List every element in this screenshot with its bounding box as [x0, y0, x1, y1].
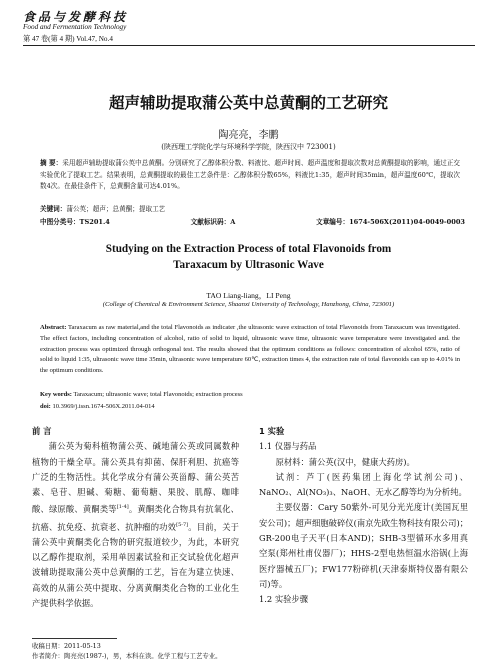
body-left-column: [32, 424, 239, 611]
preface-text-c: 。目前，关于蒲公英中黄酮类化合物的研究报道较少，为此，本研究以乙醇作提取剂，采用单因素试验和正交试验优化超声波辅助提取蒲公英中总黄酮的工艺，旨在为建立快速、高效的从蒲公英中提取、分离黄酮类化合物的工业化生产提供科学依据。: [32, 521, 239, 608]
instruments-paragraph: 主要仪器：Cary 50紫外-可见分光光度计(美国瓦里安公司)；超声细胞破碎仪(南京先欧生物科技有限公司)；GR-200电子天平(日本AND)；SHB-3型循环水多用真空泵(郑州杜甫仪器厂)；HHS-2型电热恒温水浴锅(上海医疗器械五厂)；FW177粉碎机(天津泰斯特仪器有限公司)等。: [259, 502, 468, 589]
citation-2: [5-7]: [176, 521, 189, 528]
section-1-heading: 1 实验: [259, 426, 285, 436]
reagents-paragraph: 试剂：芦丁(医药集团上海化学试剂公司)、NaNO₂、Al(NO₃)₃、NaOH、无水乙醇等均为分析纯。: [259, 471, 468, 498]
materials-paragraph: 原材料：蒲公英(汉中，健康大药房)。: [275, 456, 415, 467]
classification-row: [40, 216, 465, 226]
body-right-column: [259, 424, 468, 608]
preface-paragraph: [32, 439, 239, 611]
paper-title-en: [0, 241, 497, 273]
authors-en: TAO Liang-liang，LI Peng: [206, 291, 291, 300]
keywords-en: [40, 391, 243, 398]
affiliation-cn: (陕西理工学院化学与环境科学学院，陕西汉中 723001): [161, 143, 336, 151]
clc-number: 中图分类号：TS201.4: [40, 218, 110, 226]
abstract-cn-label: 摘 要：: [40, 159, 63, 167]
abstract-en: [40, 323, 460, 377]
authors-cn: 陶亮亮，李鹏: [218, 130, 279, 141]
abstract-cn-text: 采用超声辅助提取蒲公英中总黄酮。分别研究了乙醇体积分数、料液比、超声时间、超声温度和提取次数对总黄酮提取的影响，通过正交实验优化了提取工艺。结果表明，总黄酮提取的最佳工艺条件是：乙醇体积分数65%，料液比1:35，超声时间35min，超声温度60℃，提取次数4次。在最佳条件下，总黄酮含量可达4.01%。: [40, 159, 461, 191]
document-code: 文献标识码：A: [190, 218, 236, 226]
footnote-rule: [32, 638, 117, 639]
journal-title-en: Food and Fermentation Technology: [23, 23, 127, 31]
abstract-en-text: Taraxacum as raw material,and the total Flavonoids as indicater ,the ultrasonic wave extraction of total Flavonoids from Taraxacum was investigated. The effect factors, including concentration of alcohol, ratio of solid to liquid, ultrasonic wave time, ultrasonic wave temperature were investigated and. the extraction process was optimized through orthogonal test. The results showed that the optimum conditions as follows: concentration of alcohol 65%, ratio of solid to liquid 1:35, ultrasonic wave time 35min, ultrasonic wave temperature 60℃, extraction times 4, the extraction rate of total flavonoids can up to 4.01% in the optimum conditions.: [40, 324, 460, 375]
preface-text-b: 。黄酮类化合物具有抗氧化、抗癌、抗免疫、抗衰老、抗肿瘤的功效: [32, 504, 239, 532]
paper-title-en-line-1: Studying on the Extraction Process of total Flavonoids from: [105, 243, 392, 255]
keywords-cn-text: 蒲公英；超声；总黄酮；提取工艺: [66, 205, 166, 213]
citation-1: [1-4]: [116, 504, 129, 511]
doi: [40, 403, 155, 410]
preface-heading: 前 言: [32, 426, 52, 436]
subsection-1-1-heading: 1.1 仪器与药品: [259, 441, 317, 452]
issue-info: 第 47 卷(第 4 期) Vol.47, No.4: [23, 35, 113, 43]
keywords-en-text: Taraxacum; ultrasonic wave; total Flavonoids; extraction process: [73, 391, 243, 398]
affiliation-en: (College of Chemical & Environment Science, Shaanxi University of Technology, Hanzhong, China, 723001): [102, 301, 395, 308]
keywords-cn: [40, 203, 165, 213]
abstract-cn: [40, 158, 460, 193]
doi-text: 10.3969/j.issn.1674-506X.2011.04-014: [52, 403, 155, 410]
received-date: 收稿日期：2011-05-13: [32, 642, 101, 650]
paper-title-cn: 超声辅助提取蒲公英中总黄酮的工艺研究: [108, 94, 388, 112]
keywords-cn-label: 关键词：: [40, 205, 67, 213]
paper-title-en-line-2: Taraxacum by Ultrasonic Wave: [173, 259, 324, 271]
abstract-en-label: Abstract:: [40, 324, 67, 331]
header-rule: [23, 45, 475, 46]
preface-text-a: 蒲公英为菊科植物蒲公英、碱地蒲公英或同属数种植物的干燥全草。蒲公英具有抑菌、保肝利胆、抗癌等广泛的生物活性。其化学成分有蒲公英甾醇、蒲公英苦素、皂苷、胆碱、菊糖、葡萄糖、果胶、肌醇、咖啡酸、绿原酸、黄酮类等: [32, 441, 239, 515]
keywords-en-label: Key words:: [40, 391, 72, 398]
author-bio: 作者简介：陶亮亮(1987-)，男，本科在读。化学工程与工艺专业。: [32, 652, 222, 660]
journal-title-cn: 食品与发酵科技: [23, 10, 129, 24]
article-number: 文章编号：1674-506X(2011)04-0049-0003: [316, 218, 465, 226]
doi-label: doi:: [40, 403, 51, 410]
subsection-1-2-heading: 1.2 实验步骤: [259, 594, 309, 605]
